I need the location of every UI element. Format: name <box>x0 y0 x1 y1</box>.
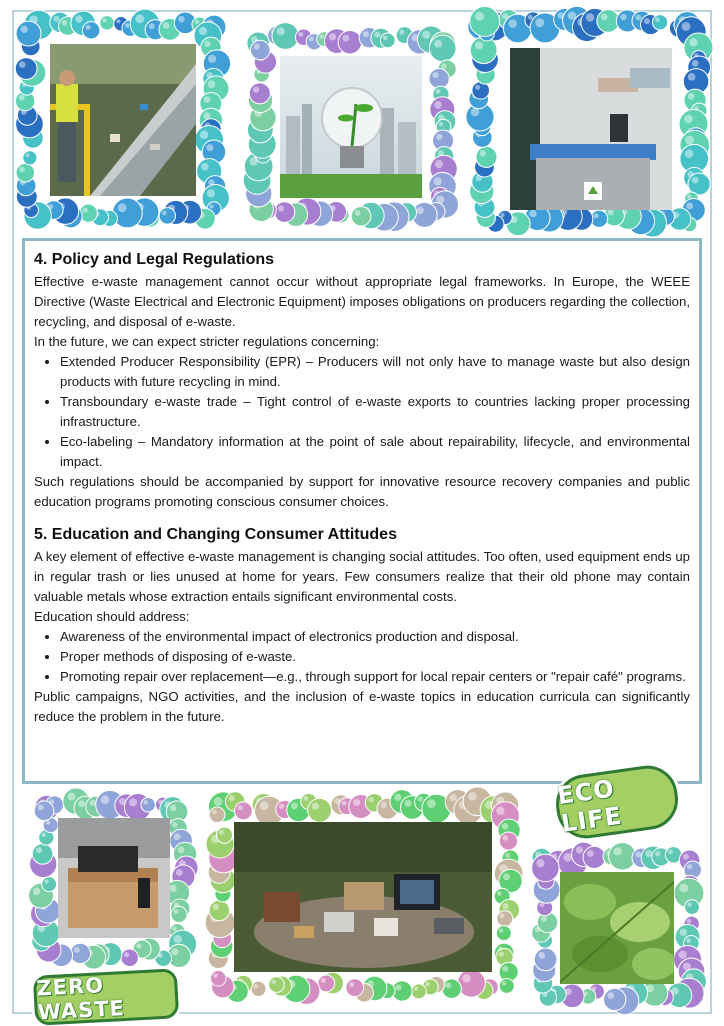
bubble-decoration <box>251 981 266 996</box>
bubble-highlight <box>176 869 183 876</box>
photo-cluster-recycle-bin <box>462 4 716 240</box>
bubble-highlight <box>309 36 314 41</box>
bubble-highlight <box>312 803 319 810</box>
bubble-highlight <box>586 13 594 21</box>
bubble-highlight <box>395 984 401 990</box>
bubble-decoration <box>32 844 53 865</box>
bubble-highlight <box>435 160 443 168</box>
lightbulb-photo <box>280 56 422 198</box>
bubble-highlight <box>41 833 46 838</box>
bubble-decoration <box>82 22 99 39</box>
bubble-highlight <box>207 189 215 197</box>
bubble-decoration <box>429 35 456 62</box>
photo-cluster-lightbulb <box>242 20 464 234</box>
bubble-decoration <box>457 969 485 997</box>
bubble-decoration <box>499 978 514 993</box>
bubble-decoration <box>308 798 332 822</box>
bubble-highlight <box>162 211 167 216</box>
bubble-highlight <box>174 909 179 914</box>
bubble-highlight <box>342 801 347 806</box>
bubble-highlight <box>685 136 694 145</box>
bubble-highlight <box>601 14 608 21</box>
bubble-highlight <box>502 966 508 972</box>
bubble-highlight <box>480 150 486 156</box>
leaves-photo <box>560 872 674 984</box>
bubble-highlight <box>405 800 412 807</box>
section-4-paragraph-3: Such regulations should be accompanied by support for innovative resource recovery companies and public education programs promoting conscious consumer choices. <box>34 474 690 509</box>
bubble-highlight <box>129 798 137 806</box>
bubble-decoration <box>216 827 232 843</box>
bubble-highlight <box>679 883 688 892</box>
bubble-highlight <box>433 72 439 78</box>
bubble-highlight <box>62 20 68 26</box>
bubble-highlight <box>349 982 354 987</box>
bubble-highlight <box>692 60 699 67</box>
bubble-highlight <box>593 213 598 218</box>
photo-cluster-box <box>26 786 202 974</box>
bubble-highlight <box>541 916 547 922</box>
bubble-highlight <box>277 27 285 35</box>
bubble-decoration <box>250 40 270 60</box>
bubble-decoration <box>497 911 513 927</box>
bubble-highlight <box>688 93 695 100</box>
bubble-highlight <box>291 802 298 809</box>
bubble-highlight <box>206 144 213 151</box>
bubble-decoration <box>234 802 252 820</box>
bubble-highlight <box>172 926 177 931</box>
bubble-highlight <box>497 891 502 896</box>
bubble-highlight <box>502 981 506 985</box>
bubble-highlight <box>238 805 243 810</box>
bubble-highlight <box>212 810 217 815</box>
bubble-highlight <box>434 40 442 48</box>
bubble-highlight <box>33 888 40 895</box>
bubble-decoration <box>100 16 114 30</box>
bubble-highlight <box>260 801 269 810</box>
bubble-highlight <box>171 948 178 955</box>
bubble-highlight <box>169 885 176 892</box>
bubble-highlight <box>209 204 213 208</box>
bubble-highlight <box>536 859 544 867</box>
zero-waste-sticker <box>33 968 179 1025</box>
bubble-decoration <box>470 7 500 37</box>
bubble-decoration <box>685 900 700 915</box>
bubble-highlight <box>19 95 25 101</box>
section-4-paragraph-1: Effective e-waste management cannot occur without appropriate legal frameworks. In Europe, the WEEE Directive (Waste Electrical and Electronic Equipment) imposes obligations on producers regarding the collection, recycling, and disposal of e-waste. <box>34 274 690 329</box>
bubble-highlight <box>655 17 660 22</box>
bubble-decoration <box>171 906 187 922</box>
box-photo <box>58 818 170 938</box>
bubble-highlight <box>44 879 48 883</box>
bubble-highlight <box>644 18 650 24</box>
bubble-decoration <box>380 33 395 48</box>
bubble-decoration <box>112 198 142 228</box>
bubble-decoration <box>15 58 37 80</box>
bubble-highlight <box>687 864 692 869</box>
bubble-highlight <box>136 943 141 948</box>
section-5-paragraph-1: A key element of effective e-waste management is changing social attitudes. Too often, used equipment ends up in regular trash or lies unused at home for years. Few consumers realize that their old phone may contain valuable metals whose extraction entails significant environmental costs. <box>34 549 690 604</box>
photo-cluster-dump <box>200 786 526 1008</box>
bubble-highlight <box>271 980 276 985</box>
bubble-highlight <box>200 131 209 140</box>
bubble-highlight <box>20 25 27 32</box>
bubble-highlight <box>445 982 451 988</box>
section-4-paragraph-2: In the future, we can expect stricter regulations concerning: <box>34 334 380 349</box>
bubble-highlight <box>508 19 517 28</box>
bubble-highlight <box>46 820 51 825</box>
bubble-highlight <box>101 795 110 804</box>
bubble-highlight <box>374 32 380 38</box>
bubble-highlight <box>475 85 480 90</box>
bubble-decoration <box>346 979 364 997</box>
section-4-title: 4. Policy and Legal Regulations <box>34 251 275 268</box>
bubble-highlight <box>502 903 508 909</box>
bubble-highlight <box>174 833 181 840</box>
bubble-highlight <box>475 12 484 21</box>
bubble-highlight <box>655 851 660 856</box>
bubble-highlight <box>503 873 510 880</box>
dump-photo <box>234 822 492 972</box>
bubble-decoration <box>23 151 37 165</box>
bubble-highlight <box>253 984 258 989</box>
bubble-highlight <box>687 194 691 198</box>
bubble-highlight <box>502 823 509 830</box>
list-item: • Promoting repair over replacement—e.g., through support for local repair centers or "repair café" programs. <box>60 667 690 687</box>
section-5-paragraph-3: Public campaigns, NGO activities, and the inclusion of e-waste topics in education curricula can significantly reduce the problem in the future. <box>34 689 690 724</box>
bubble-decoration <box>583 846 605 868</box>
bubble-highlight <box>219 830 224 835</box>
bubble-highlight <box>53 16 59 22</box>
bubble-highlight <box>208 80 216 88</box>
list-item: • Extended Producer Responsibility (EPR) – Producers will not only have to manage waste but also design products with future recycling in mind. <box>60 352 690 392</box>
bubble-decoration <box>209 807 225 823</box>
bubble-highlight <box>329 33 336 40</box>
bubble-highlight <box>427 799 436 808</box>
bubble-highlight <box>204 41 210 47</box>
bubble-highlight <box>394 794 401 801</box>
bubble-highlight <box>89 800 95 806</box>
bubble-highlight <box>75 15 82 22</box>
bubble-highlight <box>678 950 686 958</box>
bubble-highlight <box>177 846 184 853</box>
recycling-plant-photo <box>50 44 196 196</box>
bubble-highlight <box>208 55 216 63</box>
bubble-highlight <box>229 795 235 801</box>
recycle-bin-photo <box>510 48 672 210</box>
content-panel <box>22 238 702 784</box>
bubble-highlight <box>436 134 442 140</box>
bubble-decoration <box>16 21 41 46</box>
bubble-highlight <box>203 112 210 119</box>
bubble-highlight <box>683 854 689 860</box>
bubble-highlight <box>399 30 404 35</box>
section-5-paragraph-2: Education should address: <box>34 609 190 624</box>
bubble-decoration <box>652 15 667 30</box>
bubble-decoration <box>249 83 270 104</box>
bubble-highlight <box>213 973 218 978</box>
bubble-highlight <box>86 25 91 30</box>
zero-waste-text: ZERO WASTE <box>35 973 126 1025</box>
bubble-decoration <box>70 943 90 963</box>
bubble-highlight <box>681 22 690 31</box>
bubble-highlight <box>102 18 106 22</box>
bubble-highlight <box>353 799 360 806</box>
bubble-highlight <box>368 797 373 802</box>
bubble-highlight <box>688 73 696 81</box>
list-item: • Awareness of the environmental impact of electronics production and disposal. <box>60 627 690 647</box>
bubble-highlight <box>213 904 219 910</box>
bubble-highlight <box>496 807 504 815</box>
bubble-highlight <box>500 213 504 217</box>
bubble-highlight <box>321 978 326 983</box>
bubble-highlight <box>686 202 693 209</box>
bubble-decoration <box>442 979 461 998</box>
bubble-decoration <box>16 163 34 181</box>
section-4-bullet-list <box>34 352 690 472</box>
bubble-decoration <box>429 69 449 89</box>
bubble-highlight <box>204 96 211 103</box>
bubble-highlight <box>587 850 594 857</box>
bubble-decoration <box>476 146 497 167</box>
bubble-highlight <box>174 935 182 943</box>
bubble-highlight <box>434 177 442 185</box>
list-item: • Proper methods of disposing of e-waste. <box>60 647 690 667</box>
bubble-highlight <box>254 44 260 50</box>
bubble-highlight <box>576 846 583 853</box>
bubble-highlight <box>418 796 423 801</box>
bubble-highlight <box>439 122 443 126</box>
list-item: • Eco-labeling – Mandatory information at the point of sale about repairability, lifecycle, and environmental impact. <box>60 432 690 472</box>
bubble-highlight <box>668 849 673 854</box>
bubble-highlight <box>25 153 29 157</box>
bubble-highlight <box>505 853 510 858</box>
bubble-highlight <box>500 913 505 918</box>
bubble-highlight <box>499 952 504 957</box>
bubble-highlight <box>416 207 424 215</box>
bubble-highlight <box>499 928 503 932</box>
bubble-highlight <box>116 19 120 23</box>
bubble-highlight <box>613 847 621 855</box>
bubble-highlight <box>684 115 693 124</box>
bubble-decoration <box>34 801 54 821</box>
bubble-highlight <box>679 929 686 936</box>
bubble-highlight <box>441 63 446 68</box>
bubble-highlight <box>563 853 572 862</box>
bubble-highlight <box>450 794 458 802</box>
bubble-decoration <box>274 202 295 223</box>
bubble-decoration <box>209 900 229 920</box>
bubble-highlight <box>38 804 44 810</box>
bubble-highlight <box>149 23 155 29</box>
list-item: • Transboundary e-waste trade – Tight control of e-waste exports to countries lacking proper processing infrastructure. <box>60 392 690 432</box>
bubble-highlight <box>172 822 178 828</box>
bubble-highlight <box>422 31 430 39</box>
bubble-highlight <box>689 38 698 47</box>
bubble-highlight <box>434 101 442 109</box>
bubble-highlight <box>135 14 144 23</box>
bubble-highlight <box>170 805 176 811</box>
bubble-highlight <box>436 89 441 94</box>
bubble-decoration <box>338 30 362 54</box>
bubble-highlight <box>278 205 284 211</box>
bubble-highlight <box>298 32 303 37</box>
bubble-highlight <box>383 36 387 40</box>
bubble-highlight <box>36 847 42 853</box>
bubble-decoration <box>496 926 511 941</box>
bubble-highlight <box>199 27 207 35</box>
bubble-highlight <box>502 835 507 840</box>
bubble-highlight <box>201 163 209 171</box>
bubble-highlight <box>635 14 641 20</box>
bubble-highlight <box>214 797 223 806</box>
bubble-decoration <box>272 23 299 50</box>
bubble-highlight <box>538 952 545 959</box>
bubble-decoration <box>269 977 285 993</box>
bubble-decoration <box>159 208 175 224</box>
eco-life-text: ECO LIFE <box>555 774 624 838</box>
bubble-highlight <box>118 203 127 212</box>
bubble-highlight <box>685 149 694 158</box>
bubble-decoration <box>411 984 426 999</box>
bubble-highlight <box>535 18 544 27</box>
bubble-highlight <box>425 982 430 987</box>
bubble-highlight <box>124 952 129 957</box>
bubble-highlight <box>462 974 470 982</box>
bubble-highlight <box>163 22 170 29</box>
bubble-highlight <box>687 919 692 924</box>
bubble-highlight <box>528 15 533 20</box>
bubble-highlight <box>414 987 419 992</box>
bubble-highlight <box>74 947 80 953</box>
bubble-decoration <box>604 988 626 1010</box>
photo-cluster-leaves <box>526 838 712 1016</box>
bubble-highlight <box>78 800 85 807</box>
bubble-highlight <box>355 210 361 216</box>
bubble-highlight <box>645 850 652 857</box>
bubble-decoration <box>121 949 139 967</box>
bubble-highlight <box>607 992 614 999</box>
bubble-decoration <box>210 970 226 986</box>
bubble-highlight <box>692 177 699 184</box>
bubble-decoration <box>42 877 57 892</box>
section-5-bullet-list <box>34 627 690 687</box>
bubble-decoration <box>532 854 559 881</box>
bubble-highlight <box>19 61 26 68</box>
bubble-highlight <box>381 802 387 808</box>
bubble-highlight <box>82 207 87 212</box>
bubble-highlight <box>125 23 130 28</box>
bubble-decoration <box>534 948 557 971</box>
bubble-highlight <box>19 167 25 173</box>
bubble-highlight <box>635 852 641 858</box>
bubble-highlight <box>143 800 147 804</box>
bubble-highlight <box>279 804 284 809</box>
bubble-highlight <box>686 938 691 943</box>
bubble-highlight <box>253 87 259 93</box>
bubble-decoration <box>499 832 517 850</box>
bubble-highlight <box>178 16 184 22</box>
bubble-highlight <box>304 796 309 801</box>
bubble-highlight <box>342 35 349 42</box>
bubble-highlight <box>687 902 691 906</box>
bubble-highlight <box>468 792 477 801</box>
bubble-highlight <box>363 31 369 37</box>
photo-cluster-recycling-plant <box>10 6 232 234</box>
bubble-highlight <box>620 14 627 21</box>
bubble-highlight <box>67 793 75 801</box>
bubble-highlight <box>319 34 323 38</box>
bubble-decoration <box>351 207 371 227</box>
section-5-title: 5. Education and Changing Consumer Attitudes <box>34 526 397 543</box>
bubble-highlight <box>529 210 537 218</box>
bubble-highlight <box>195 20 200 25</box>
bubble-decoration <box>141 798 155 812</box>
bubble-highlight <box>608 209 614 215</box>
bubble-highlight <box>475 41 483 49</box>
